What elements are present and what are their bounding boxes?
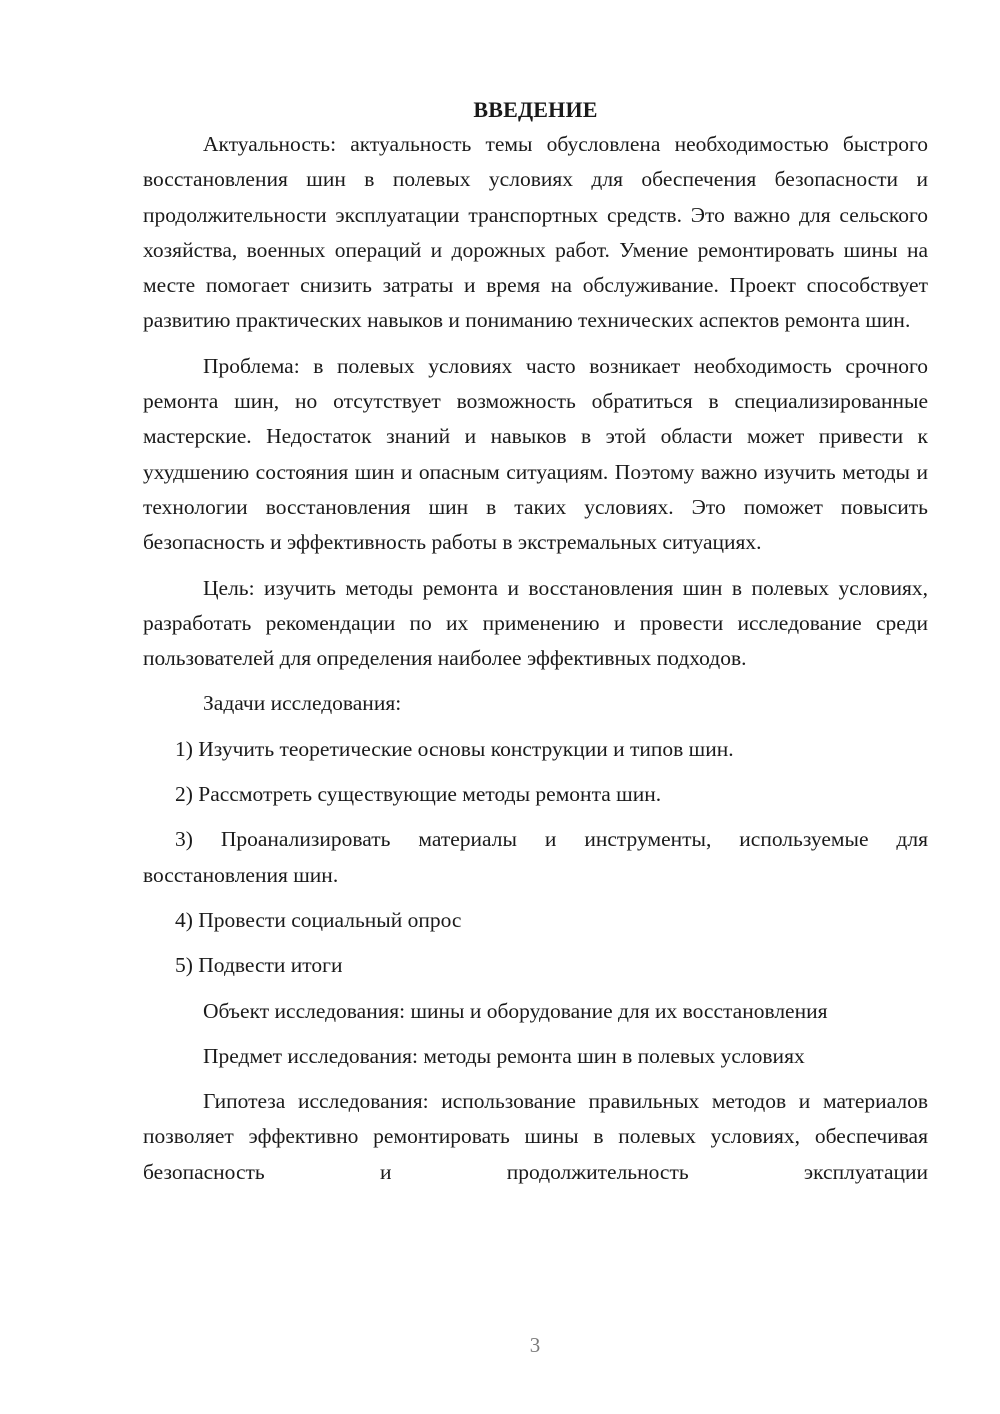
task-item-4: 4) Провести социальный опрос: [175, 907, 462, 932]
page-number: 3: [529, 1333, 541, 1357]
goal-paragraph: Цель: изучить методы ремонта и восстановления шин в полевых условиях, разработать рекомендации по их применению и провести исследование среди пользователей для определения наиболее эффективных подходов.: [143, 575, 928, 671]
subject-paragraph: Предмет исследования: методы ремонта шин в полевых условиях: [203, 1043, 805, 1068]
task-item-2: 2) Рассмотреть существующие методы ремонта шин.: [175, 782, 662, 807]
relevance-paragraph: Актуальность: актуальность темы обусловлена необходимостью быстрого восстановления шин в полевых условиях для обеспечения безопасности и продолжительности эксплуатации транспортных средств. Это важно для сельского хозяйства, военных операций и дорожных работ. Умение ремонтировать шины на месте помогает снизить затраты и время на обслуживание. Проект способствует развитию практических навыков и пониманию технических аспектов ремонта шин.: [143, 132, 928, 333]
tasks-heading: Задачи исследования:: [203, 691, 402, 716]
task-item-3: 3) Проанализировать материалы и инструменты, используемые для восстановления шин.: [143, 827, 928, 887]
task-item-1: 1) Изучить теоретические основы конструкции и типов шин.: [175, 736, 734, 761]
page-title: ВВЕДЕНИЕ: [473, 97, 598, 122]
hypothesis-paragraph: Гипотеза исследования: использование правильных методов и материалов позволяет эффективно ремонтировать шины в полевых условиях, обеспечивая безопасность и продолжительность эксплуатации: [143, 1089, 928, 1184]
task-item-5: 5) Подвести итоги: [175, 953, 343, 978]
object-paragraph: Объект исследования: шины и оборудование для их восстановления: [203, 998, 828, 1023]
problem-paragraph: Проблема: в полевых условиях часто возникает необходимость срочного ремонта шин, но отсутствует возможность обратиться в специализированные мастерские. Недостаток знаний и навыков в этой области может привести к ухудшению состояния шин и опасным ситуациям. Поэтому важно изучить методы и технологии восстановления шин в таких условиях. Это поможет повысить безопасность и эффективность работы в экстремальных ситуациях.: [143, 353, 928, 555]
document-page: [143, 92, 928, 1200]
